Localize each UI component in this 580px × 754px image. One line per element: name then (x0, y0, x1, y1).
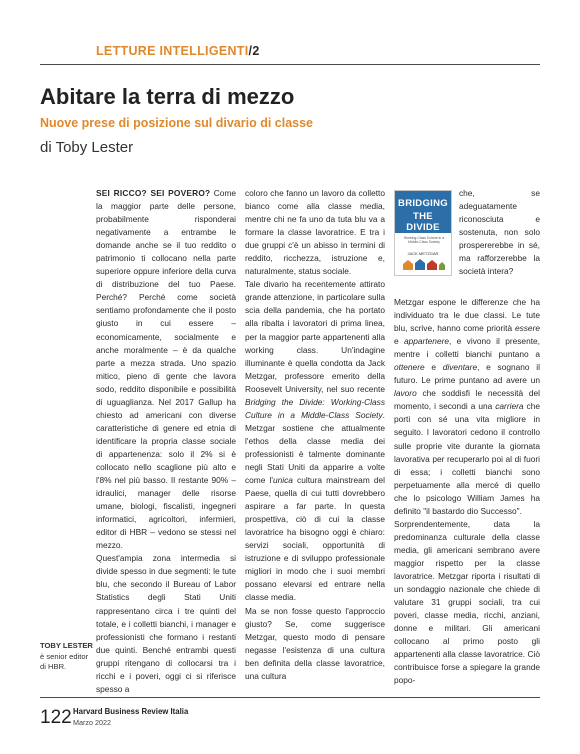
emphasis: ottenere (394, 362, 425, 373)
article-subtitle: Nuove prese di posizione sul divario di classe (40, 116, 314, 130)
paragraph-text: , e sognano il futuro. Le prime puntano ad avere un (394, 362, 541, 386)
book-cover-title-line1: BRIDGING (398, 198, 448, 209)
author-bio (40, 641, 96, 673)
publication-name: Harvard Business Review Italia (73, 707, 189, 716)
kicker-number: 2 (252, 44, 260, 58)
book-cover-author: JACK METZGAR (407, 251, 439, 256)
page-number: 122 (40, 707, 72, 728)
paragraph-text: Metzgar espone le differenze che ha individuato tra le due classi. Le tute blu, scrive, hanno come priorità (394, 297, 540, 334)
bio-name: TOBY LESTER (40, 641, 93, 650)
kicker-separator: / (248, 44, 253, 58)
paragraph-text: cultura mainstream del Paese, quella di cui tutti dovrebbero aspirare a far parte. In questa prospettiva, ciò di cui la classe lavoratrice ha bisogno oggi è chiaro: servizi sociali, opportunità di istruzione e di sviluppo professionale migliori in modo che i suoi membri possano elevarsi ed entrare nella classe media. (245, 475, 386, 603)
emphasis: essere (514, 323, 540, 334)
lead-in: SEI RICCO? SEI POVERO? (96, 188, 211, 198)
body-column-1 (96, 187, 236, 696)
paragraph (96, 187, 236, 552)
emphasis: lavoro (394, 388, 417, 399)
header-rule (40, 64, 540, 65)
paragraph-text: che porti con sé una vita migliore in seguito. I lavoratori cedono il controllo sulle proprie vite durante la giornata lavorativa per recuperarlo poi al di fuori di essa; i colletti bianchi sono perpetuamente alla mercé di quello che lo psicologo William James ha definito "il bastardo dio Successo". (394, 401, 540, 516)
paragraph-text: Tale divario ha recentemente attirato grande attenzione, in particolare sulla scia della pandemia, che ha portato alla ribalta i lavoratori di prima linea, per la maggior parte appartenenti alla working class. Un'indagine illuminante è quella condotta da Jack Metzgar, professore emerito della Roosevelt University, nel suo recente (245, 279, 385, 394)
book-cover-illustration (401, 258, 447, 270)
paragraph: che, se adeguatamente riconosciuta e sostenuta, non solo prospererebbe in sé, ma rafforzerebbe la società intera? (459, 188, 540, 277)
paragraph-text: e (394, 336, 404, 347)
issue-date: Marzo 2022 (73, 718, 111, 727)
emphasis: appartenere (404, 336, 449, 347)
paragraph-text: e (424, 362, 443, 373)
emphasis: carriera (495, 401, 524, 412)
footer-rule (40, 697, 540, 698)
paragraph: Ma se non fosse questo l'approccio giusto? Se, come suggerisce Metzgar, questo modo di pensare negasse l'esistenza di una cultura ben definita della classe lavoratrice, una cultura (245, 605, 385, 681)
emphasis: diventare (442, 362, 478, 373)
paragraph-text: , e vivono il presente, mentre i colletti bianchi puntano a (394, 336, 540, 360)
article-title: Abitare la terra di mezzo (40, 84, 295, 109)
book-cover-subtitle: Working-Class Culture in a Middle-Class Society (403, 236, 445, 244)
emphasis: unica (272, 475, 293, 486)
body-column-3 (394, 296, 540, 687)
book-cover-image (394, 190, 452, 276)
paragraph-text: Come la maggior parte delle persone, probabilmente risponderai negativamente a entrambe le domande anche se il tuo reddito o patrimonio ti collocano nella parte superiore oppure inferiore della curva di distribuzione del tuo Paese. Perché? Perché come società sentiamo profondamente che il posto giusto in cui essere – economicamente, socialmente e anche moralmente – è da qualche parte a mezza strada. Uno spazio mitico, pieno di gente che lavora sodo, reddito disponibile e possibilità di uguaglianza. Nel 2017 Gallup ha chiesto ad americani con diverse caratteristiche di genere ed etnia di identificare la propria classe sociale di appartenenza: solo il 2% si è collocato nello scaglione più alto e l'8% nel più basso. Il restante 90% – idraulici, manager delle risorse umane, biologi, fiscalisti, ingegneri informatici, agricoltori, infermieri, editor di HBR – vedono se stessi nel mezzo. (96, 188, 236, 551)
paragraph: Quest'ampia zona intermedia si divide spesso in due segmenti: le tute blu, che secondo il Bureau of Labor Statistics degli Stati Uniti rappresentano circa i tre quinti del totale, e i colletti bianchi, i manager e professionisti che formano i restanti due quinti. Benché entrambi questi gruppi ritengano di collocarsi tra i ricchi e i poveri, oggi ci si riferisce spesso a (96, 553, 236, 694)
book-title-inline: Bridging the Divide: Working-Class Culture in a Middle-Class Society (245, 396, 385, 420)
paragraph: coloro che fanno un lavoro da colletto bianco come alla classe media, mentre chi ne fa uno da tuta blu va a formare la classe lavoratrice. E tra i due gruppi c'è un abisso in termini di reddito, ricchezza, istruzione e, naturalmente, status sociale. (245, 188, 385, 277)
section-kicker (96, 44, 260, 58)
paragraph-text: . Metzgar sostiene che attualmente l'ethos della classe media dei professionisti è talmente dominante negli Stati Uniti da apparire a volte come l' (245, 409, 385, 486)
bio-text: è senior editor di HBR. (40, 651, 89, 671)
paragraph (394, 296, 540, 518)
book-cover-title-line2: THE DIVIDE (406, 211, 440, 233)
paragraph (245, 278, 385, 604)
kicker-label: LETTURE INTELLIGENTI (96, 44, 249, 58)
body-column-2 (245, 187, 385, 683)
article-byline: di Toby Lester (40, 139, 134, 156)
paragraph-text: che soddisfi le necessità del momento, i secondi a una (394, 388, 540, 412)
body-column-3-wrap (459, 187, 540, 278)
paragraph: Sorprendentemente, data la predominanza culturale della classe media, gli americani sembrano avere maggior rispetto per la classe lavoratrice. Metzgar riporta i risultati di un sondaggio nazionale che chiede di valutare 31 gruppi sociali, tra cui poveri, classe media, ricchi, anziani, donne e militari. Gli americani collocano al primo posto gli appartenenti alla classe lavoratrice. Ciò contribuisce forse a spiegare la grande popo- (394, 518, 540, 686)
